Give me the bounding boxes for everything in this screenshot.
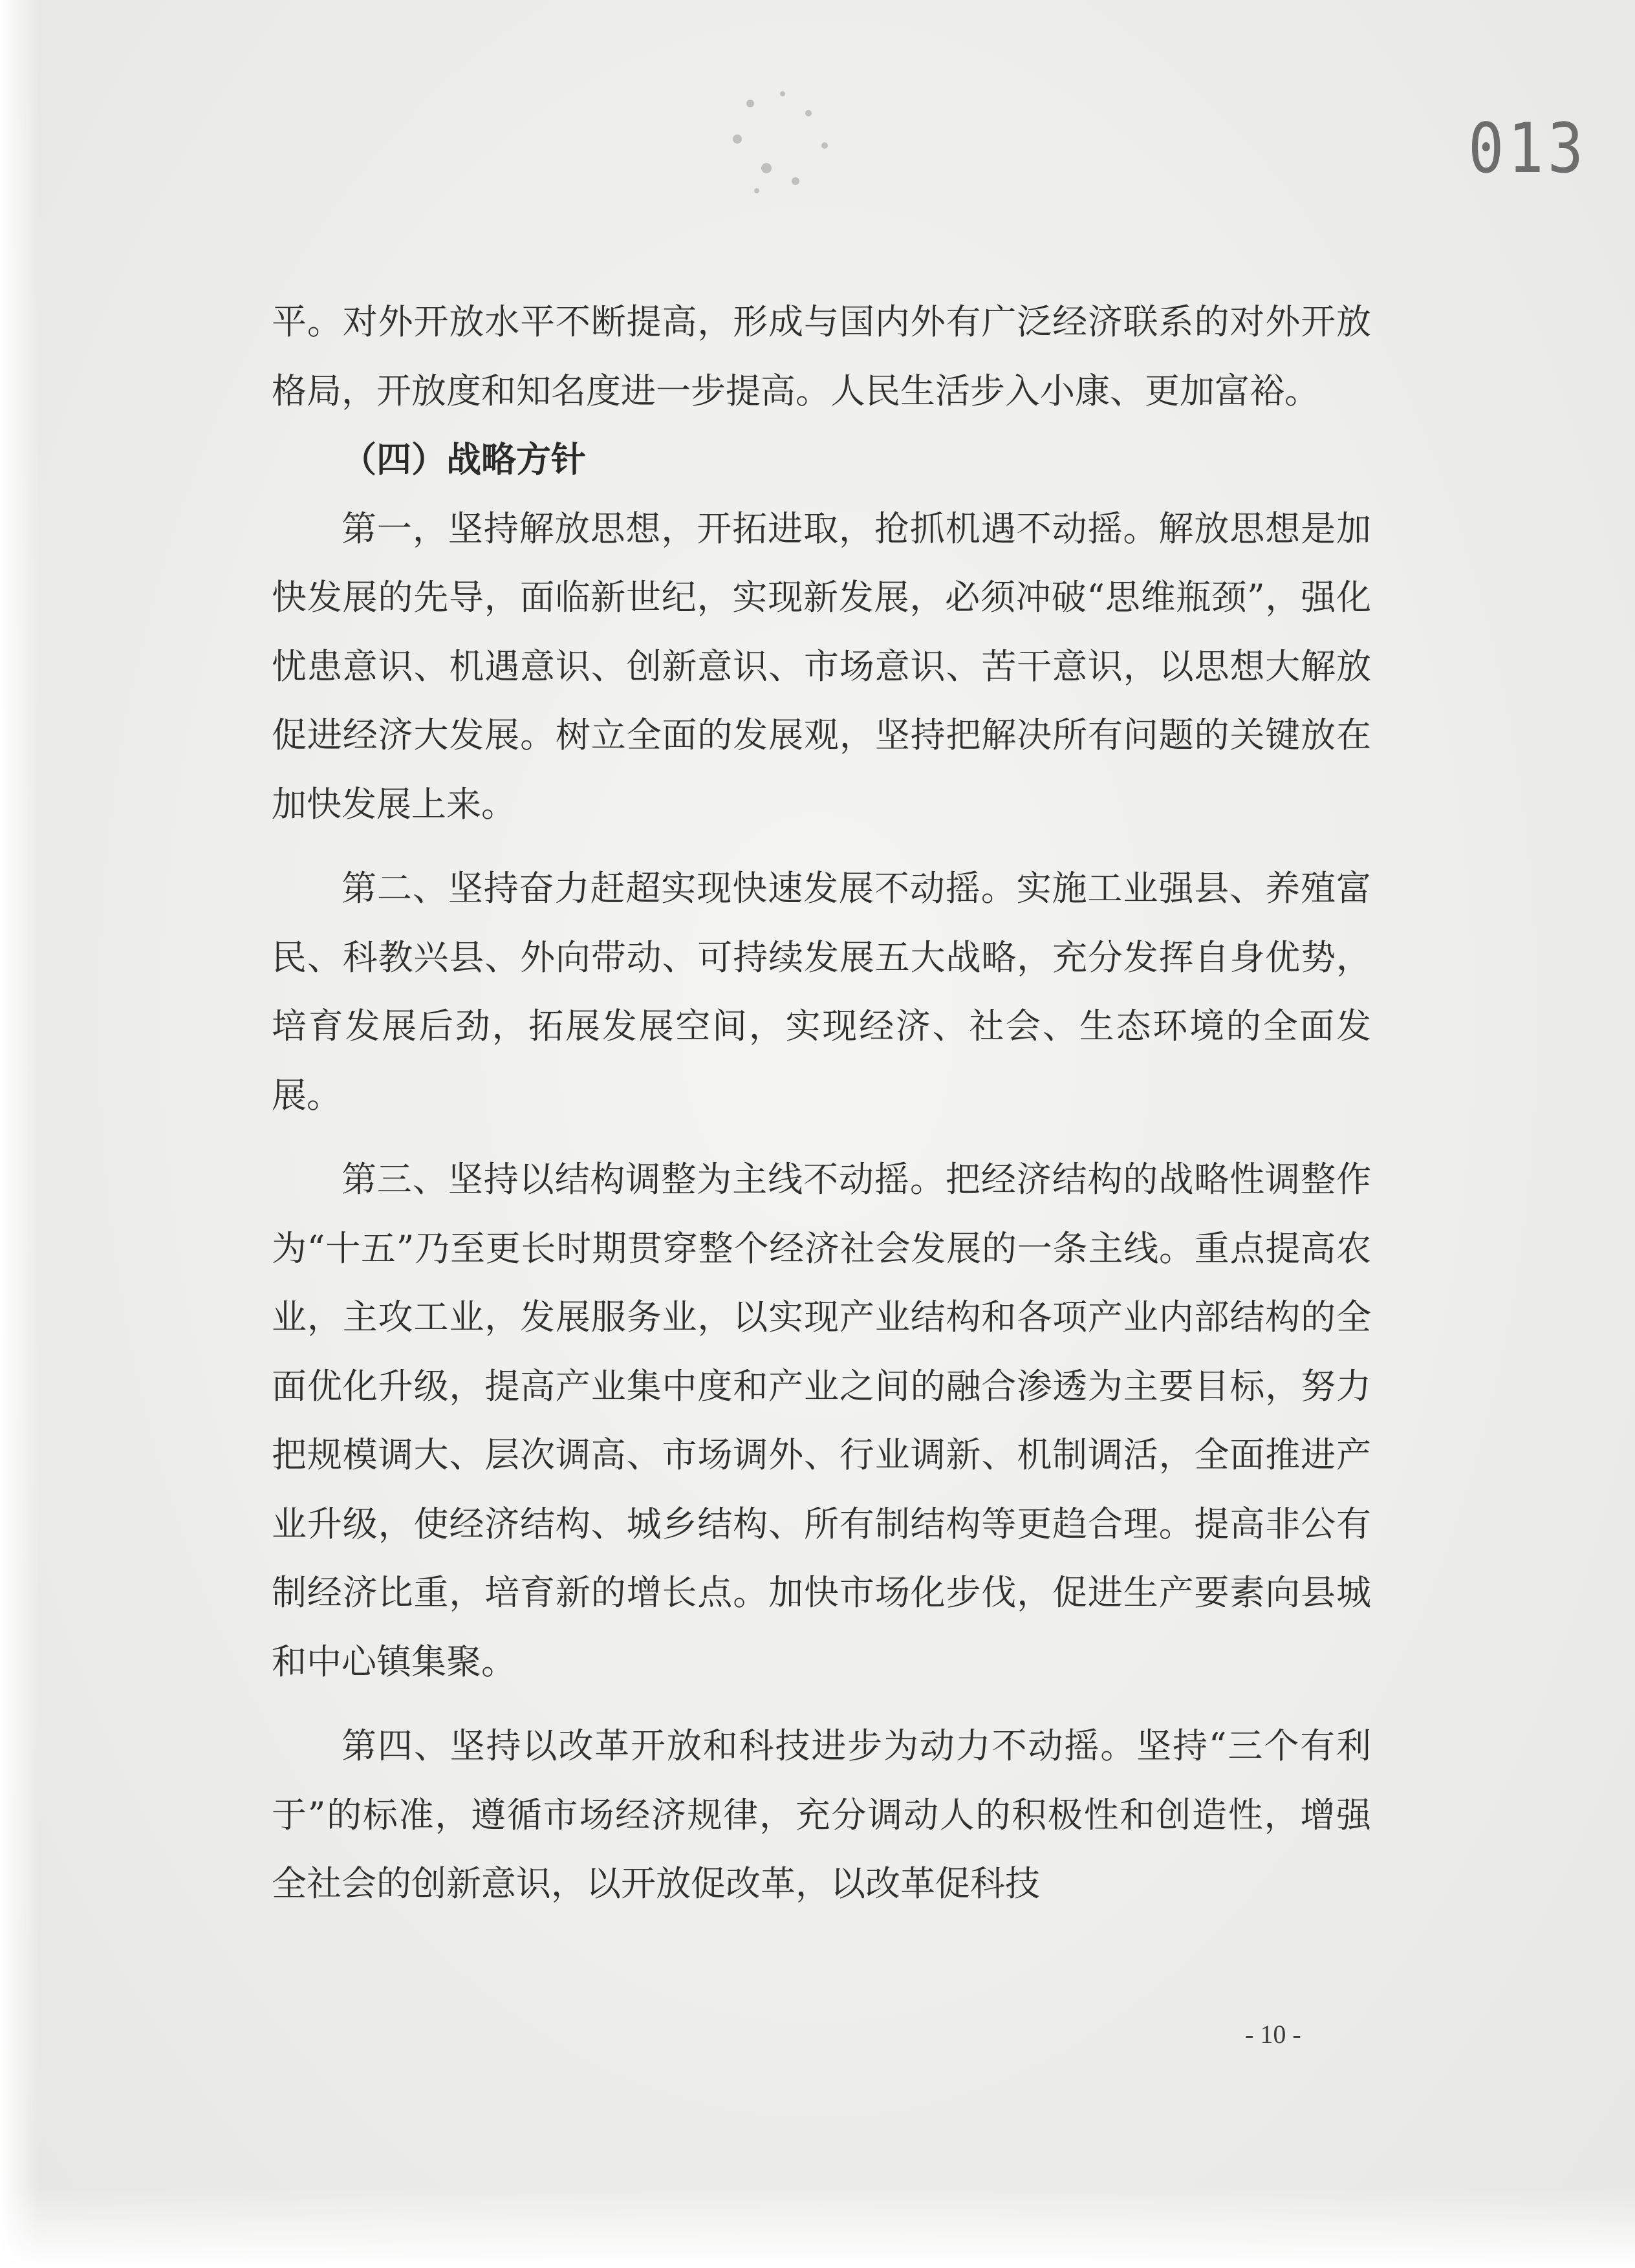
scan-edge-bottom xyxy=(0,2186,1635,2268)
page-stamp-number: 013 xyxy=(1468,109,1588,189)
page-number: - 10 - xyxy=(1245,2020,1301,2049)
paragraph-first-principle: 第一，坚持解放思想，开拓进取，抢抓机遇不动摇。解放思想是加快发展的先导，面临新世纪，实现新发展，必须冲破“思维瓶颈”，强化忧患意识、机遇意识、创新意识、市场意识、苦干意识，以思想大解放促进经济大发展。树立全面的发展观，坚持把解决所有问题的关键放在加快发展上来。 xyxy=(272,508,1371,825)
paragraph-fourth-principle: 第四、坚持以改革开放和科技进步为动力不动摇。坚持“三个有利于”的标准，遵循市场经济规律，充分调动人的积极性和创造性，增强全社会的创新意识，以开放促改革，以改革促科技 xyxy=(272,1725,1371,1904)
document-body xyxy=(272,288,1371,1919)
section-heading: （四）战略方针 xyxy=(341,439,586,480)
scan-edge-left xyxy=(0,0,39,2268)
binding-hole-marks xyxy=(711,78,854,207)
paragraph-second-principle: 第二、坚持奋力赶超实现快速发展不动摇。实施工业强县、养殖富民、科教兴县、外向带动、可持续发展五大战略，充分发挥自身优势，培育发展后劲，拓展发展空间，实现经济、社会、生态环境的全面发展。 xyxy=(272,868,1371,1116)
paragraph-third-principle: 第三、坚持以结构调整为主线不动摇。把经济结构的战略性调整作为“十五”乃至更长时期贯穿整个经济社会发展的一条主线。重点提高农业，主攻工业，发展服务业，以实现产业结构和各项产业内部结构的全面优化升级，提高产业集中度和产业之间的融合渗透为主要目标，努力把规模调大、层次调高、市场调外、行业调新、机制调活，全面推进产业升级，使经济结构、城乡结构、所有制结构等更趋合理。提高非公有制经济比重，培育新的增长点。加快市场化步伐，促进生产要素向县城和中心镇集聚。 xyxy=(272,1159,1371,1682)
paragraph-continuation: 平。对外开放水平不断提高，形成与国内外有广泛经济联系的对外开放格局，开放度和知名度进一步提高。人民生活步入小康、更加富裕。 xyxy=(272,301,1371,411)
